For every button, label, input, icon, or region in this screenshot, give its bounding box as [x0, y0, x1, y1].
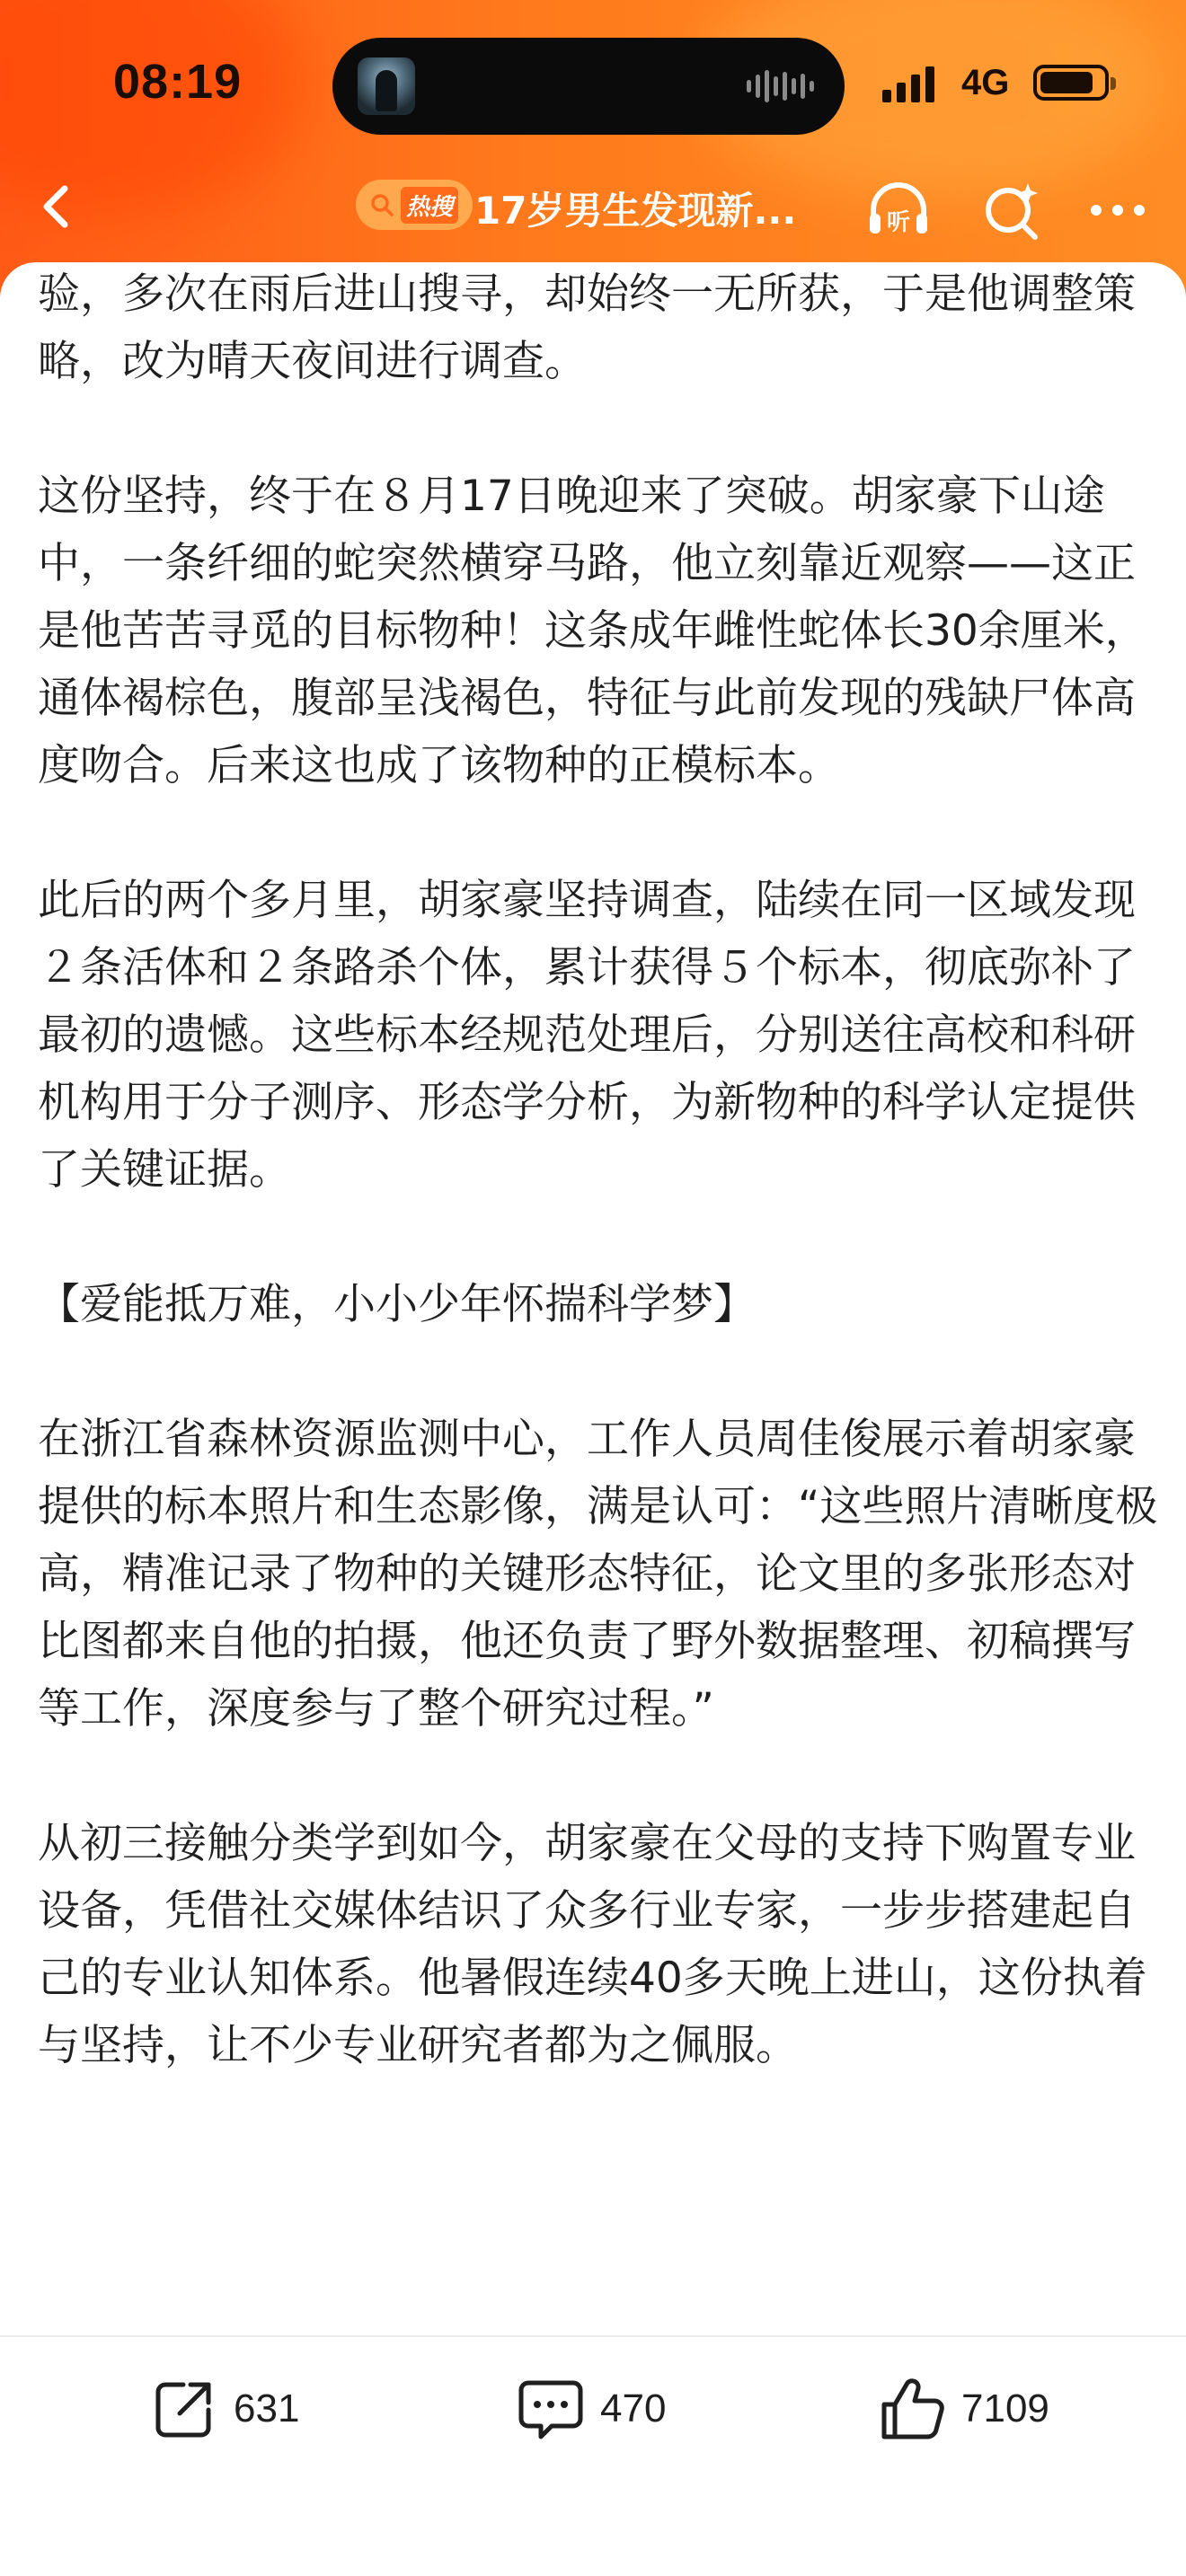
share-count: 631 — [234, 2386, 300, 2430]
like-count: 7109 — [961, 2386, 1049, 2430]
svg-text:听: 听 — [886, 209, 911, 236]
network-type: 4G — [961, 63, 1010, 102]
article-paragraph: 从初三接触分类学到如今，胡家豪在父母的支持下购置专业设备，凭借社交媒体结识了众多行业专家，一步步搭建起自己的专业认知体系。他暑假连续40多天晚上进山，这份执着与坚持，让不少专业研究者都为之佩服。 — [38, 1819, 1147, 2070]
dynamic-island[interactable] — [332, 38, 845, 135]
cellular-signal-icon — [882, 65, 934, 102]
article-paragraph: 这份坚持，终于在８月17日晚迎来了突破。胡家豪下山途中，一条纤细的蛇突然横穿马路，他立刻靠近观察——这正是他苦苦寻觅的目标物种！这条成年雌性蛇体长30余厘米，通体褐棕色，腹部呈浅褐色，特征与此前发现的残缺尸体高度吻合。后来这也成了该物种的正模标本。 — [38, 472, 1147, 790]
action-bar — [0, 2335, 1186, 2481]
comment-count: 470 — [600, 2386, 667, 2430]
home-indicator[interactable] — [404, 2535, 782, 2547]
audio-waveform-icon — [747, 68, 814, 104]
thumbs-up-icon — [877, 2374, 947, 2444]
now-playing-thumbnail[interactable] — [358, 57, 415, 115]
status-bar — [0, 0, 1186, 171]
article-paragraph: 此后的两个多月里，胡家豪坚持调查，陆续在同一区域发现２条活体和２条路杀个体，累计获得５个标本，彻底弥补了最初的遗憾。这些标本经规范处理后，分别送往高校和科研机构用于分子测序、形态学分析，为新物种的科学认定提供了关键证据。 — [38, 876, 1136, 1195]
header — [0, 0, 1186, 296]
like-button[interactable] — [877, 2373, 1049, 2445]
search-button[interactable] — [976, 174, 1048, 246]
listen-button[interactable] — [863, 174, 934, 246]
article-paragraph: 验，多次在雨后进山搜寻，却始终一无所获，于是他调整策略，改为晴天夜间进行调查。 — [38, 269, 1136, 386]
chevron-left-icon — [27, 176, 88, 237]
article-section-heading: 【爱能抵万难，小小少年怀揣科学梦】 — [38, 1280, 756, 1329]
more-icon — [1082, 174, 1154, 246]
page-title: 17岁男生发现新... — [474, 189, 797, 233]
status-time: 08:19 — [113, 55, 243, 109]
nav-bar — [0, 162, 1186, 251]
hot-search-label: 热搜 — [401, 187, 458, 224]
article-body — [38, 260, 1161, 2147]
back-button[interactable] — [27, 176, 88, 237]
headphones-icon — [863, 174, 934, 246]
search-icon — [368, 191, 395, 218]
share-button[interactable] — [149, 2373, 299, 2445]
comment-button[interactable] — [516, 2373, 666, 2445]
hot-search-badge[interactable] — [356, 180, 473, 230]
share-icon — [149, 2374, 219, 2444]
article-paragraph: 在浙江省森林资源监测中心，工作人员周佳俊展示着胡家豪提供的标本照片和生态影像，满是认可：“这些照片清晰度极高，精准记录了物种的关键形态特征，论文里的多张形态对比图都来自他的拍摄，他还负责了野外数据整理、初稿撰写等工作，深度参与了整个研究过程。” — [38, 1415, 1158, 1734]
comment-icon — [516, 2374, 586, 2444]
more-button[interactable] — [1082, 174, 1154, 246]
battery-icon — [1033, 65, 1109, 101]
ai-search-icon — [976, 174, 1048, 246]
